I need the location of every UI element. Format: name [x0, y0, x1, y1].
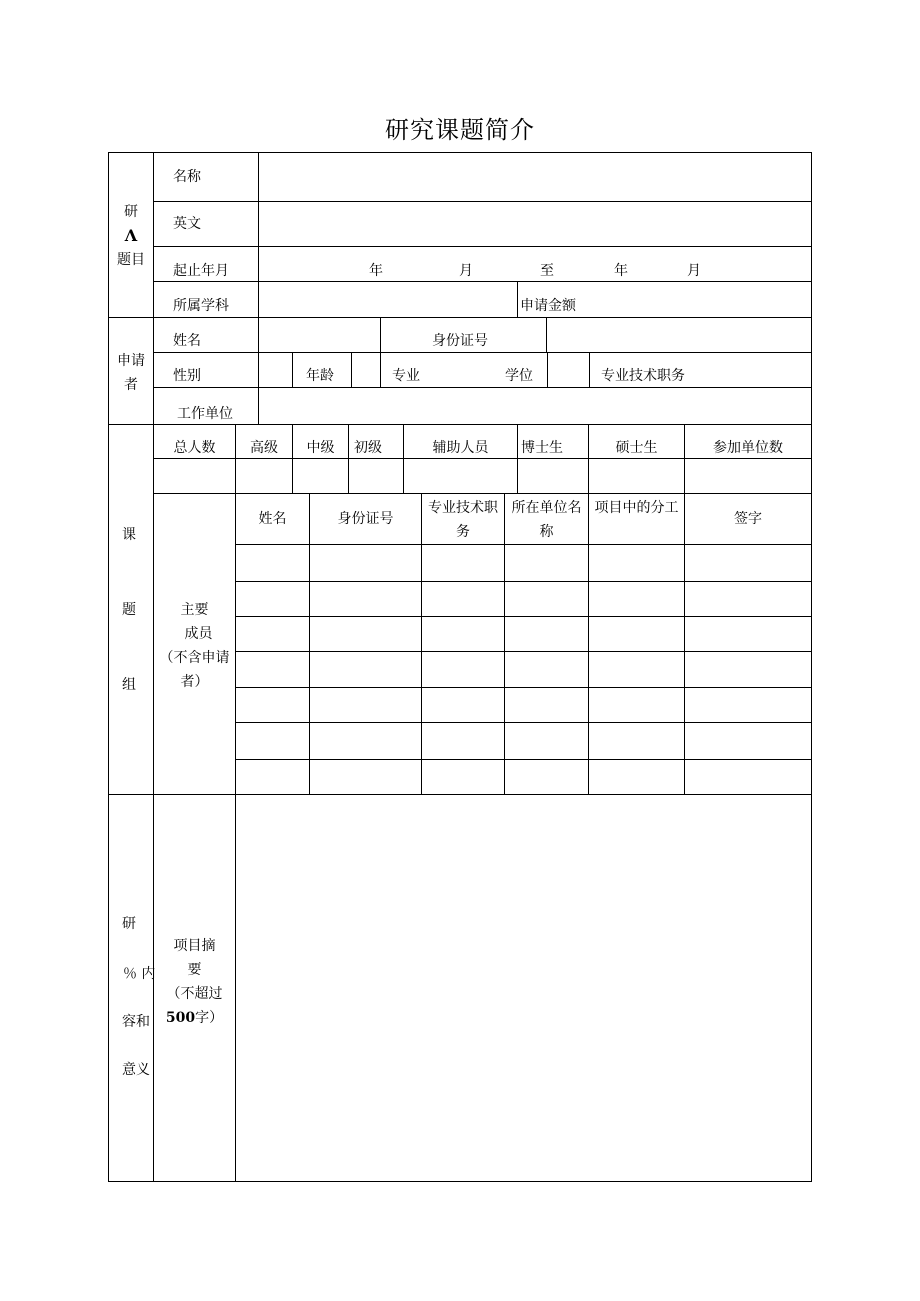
- phd-count-input[interactable]: [519, 460, 587, 492]
- row-divider: [153, 281, 812, 282]
- professional-title-label: 专业技术职务: [601, 368, 685, 384]
- column-divider: [258, 152, 259, 318]
- discipline-input[interactable]: [260, 283, 516, 316]
- member-row[interactable]: [237, 653, 810, 686]
- stats-header: 参加单位数: [713, 440, 783, 456]
- topic-name-input[interactable]: [260, 154, 810, 200]
- abstract-label: [154, 934, 235, 1030]
- column-divider: [589, 352, 590, 388]
- stats-header: 高级: [250, 440, 278, 456]
- header-text: 签字: [734, 511, 762, 527]
- abstract-label-suffix: 字）: [195, 1010, 224, 1026]
- side-label-text: 研: [124, 204, 138, 220]
- header-text: 专业技术职: [428, 500, 498, 516]
- abstract-word-limit: 500: [165, 1010, 196, 1026]
- section-divider: [108, 424, 812, 425]
- table-border-top: [108, 152, 812, 153]
- stats-header: 中级: [306, 440, 335, 456]
- applicant-name-label: 姓名: [173, 333, 201, 349]
- abstract-textarea[interactable]: [237, 796, 810, 1180]
- row-divider: [153, 352, 812, 353]
- period-month-end: 月: [687, 263, 701, 279]
- gender-label: 性别: [173, 368, 201, 384]
- member-row[interactable]: [237, 583, 810, 615]
- degree-input[interactable]: [549, 354, 588, 386]
- junior-count-input[interactable]: [350, 460, 402, 492]
- row-divider: [153, 201, 812, 202]
- section-label-applicant: [109, 349, 153, 397]
- members-label-text: 成员: [184, 626, 213, 642]
- stats-header: 辅助人员: [432, 440, 489, 456]
- abstract-label-text: [154, 1006, 235, 1030]
- side-label-text: 组: [122, 677, 136, 693]
- side-label-text: 意义: [122, 1062, 150, 1078]
- total-count-input[interactable]: [155, 460, 234, 492]
- member-header-unit: [505, 496, 588, 544]
- member-header-id: [310, 507, 421, 531]
- side-label-text: 题: [122, 602, 136, 618]
- side-label-text: ％ 内: [123, 966, 156, 982]
- side-label-text: 课: [122, 527, 136, 543]
- members-label-text: 者）: [180, 674, 209, 690]
- stats-header: 总人数: [173, 440, 216, 456]
- members-label-text: （不含申请: [159, 650, 230, 666]
- side-label-text: 题目: [117, 252, 145, 268]
- id-number-label: 身份证号: [432, 333, 488, 349]
- master-count-input[interactable]: [590, 460, 683, 492]
- table-border-bottom: [108, 1181, 812, 1182]
- stats-header: 硕士生: [615, 440, 658, 456]
- row-divider: [235, 651, 812, 652]
- english-label: 英文: [173, 216, 201, 232]
- id-number-input[interactable]: [548, 319, 810, 351]
- members-label-text: 主要: [180, 602, 209, 618]
- age-input[interactable]: [353, 354, 379, 386]
- header-text: 姓名: [258, 511, 287, 527]
- section-divider: [108, 794, 812, 795]
- column-divider: [292, 352, 293, 388]
- age-label: 年龄: [306, 368, 334, 384]
- row-divider: [235, 759, 812, 760]
- abstract-label-text: 要: [187, 962, 202, 978]
- page-title: 研究课题简介: [385, 116, 535, 144]
- side-label-text: 研: [122, 916, 136, 932]
- abstract-label-text: （不超过: [166, 986, 223, 1002]
- member-row[interactable]: [237, 689, 810, 721]
- column-divider: [546, 317, 547, 353]
- header-text: 称: [539, 524, 554, 540]
- workplace-input[interactable]: [260, 389, 810, 423]
- column-divider: [351, 352, 352, 388]
- table-border-right: [811, 152, 812, 1182]
- member-row[interactable]: [237, 546, 810, 580]
- header-text: 项目中的分工: [594, 500, 679, 516]
- member-header-signature: [685, 507, 811, 531]
- header-text: 务: [456, 524, 470, 540]
- abstract-label-text: 项目摘: [173, 938, 216, 954]
- period-year-end: 年: [614, 263, 628, 279]
- row-divider: [235, 581, 812, 582]
- column-divider: [235, 493, 236, 1182]
- member-row[interactable]: [237, 761, 810, 793]
- member-header-name: [236, 507, 309, 531]
- degree-label: 学位: [505, 368, 533, 384]
- header-text: 所在单位名: [511, 500, 582, 516]
- period-month-start: 月: [459, 263, 473, 279]
- section-label-topic: [109, 200, 153, 272]
- column-divider: [258, 317, 259, 425]
- column-divider: [380, 317, 381, 388]
- header-text: 身份证号: [337, 511, 394, 527]
- major-label: 专业: [392, 368, 420, 384]
- side-label-text: 容和: [122, 1014, 150, 1030]
- row-divider: [153, 246, 812, 247]
- assistant-count-input[interactable]: [405, 460, 516, 492]
- member-row[interactable]: [237, 724, 810, 758]
- side-label-text: Λ: [124, 226, 138, 245]
- senior-count-input[interactable]: [237, 460, 291, 492]
- row-divider: [153, 387, 812, 388]
- amount-label: 申请金额: [520, 298, 576, 314]
- row-divider: [153, 493, 812, 494]
- unit-count-input[interactable]: [686, 460, 810, 492]
- member-header-title: [422, 496, 504, 544]
- intermediate-count-input[interactable]: [294, 460, 347, 492]
- period-year-start: 年: [369, 263, 383, 279]
- member-header-role: [589, 496, 684, 520]
- side-label-text: 申请: [117, 353, 145, 369]
- period-input[interactable]: [260, 248, 810, 280]
- member-row[interactable]: [237, 618, 810, 650]
- topic-english-input[interactable]: [260, 203, 810, 245]
- row-divider: [235, 544, 812, 545]
- period-to: 至: [540, 263, 554, 279]
- row-divider: [235, 616, 812, 617]
- workplace-label: 工作单位: [177, 406, 233, 422]
- column-divider: [517, 281, 518, 318]
- column-divider: [547, 352, 548, 388]
- row-divider: [235, 722, 812, 723]
- gender-input[interactable]: [260, 354, 291, 386]
- section-divider: [108, 317, 812, 318]
- table-border-left: [108, 152, 109, 1182]
- main-members-label: [154, 598, 235, 694]
- period-label: 起止年月: [173, 263, 229, 279]
- stats-header: 博士生: [521, 440, 563, 456]
- applicant-name-input[interactable]: [260, 319, 379, 351]
- row-divider: [235, 687, 812, 688]
- name-label: 名称: [173, 169, 201, 185]
- stats-header: 初级: [354, 440, 382, 456]
- side-label-text: 者: [124, 377, 138, 393]
- discipline-label: 所属学科: [173, 298, 229, 314]
